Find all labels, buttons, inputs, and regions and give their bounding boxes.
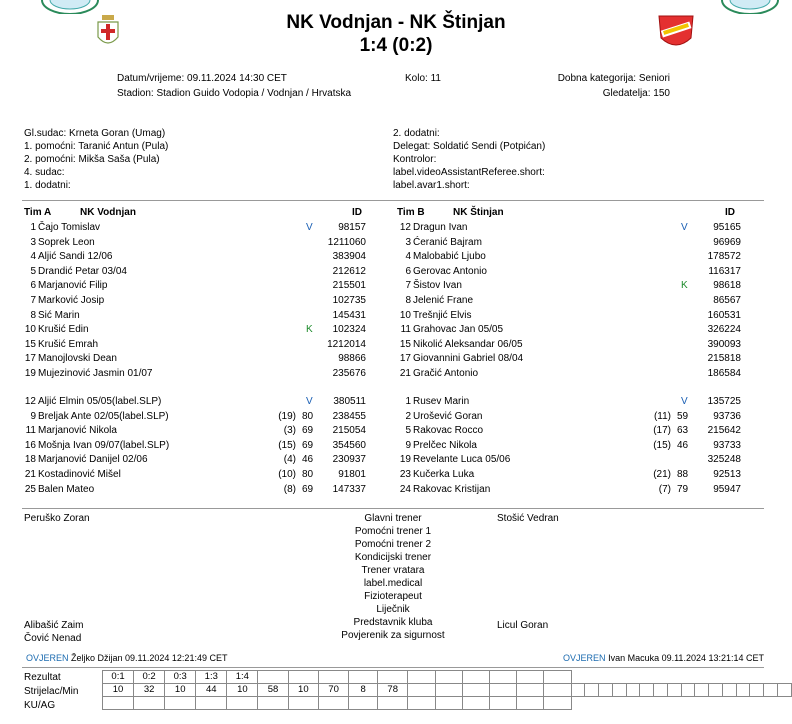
- player-name: Kostadinović Mišel: [38, 469, 121, 480]
- player-row: [16, 309, 376, 323]
- player-name: Giovannini Gabriel 08/04: [413, 353, 524, 365]
- substitute-row: [391, 453, 751, 467]
- player-row: [391, 294, 751, 308]
- substitution-minute: 69: [302, 425, 314, 437]
- player-name: Dragun Ivan: [413, 222, 468, 233]
- player-id: 178572: [707, 251, 741, 263]
- player-id: 86567: [713, 295, 741, 306]
- goal-minute: 70: [318, 684, 348, 697]
- player-row: [391, 236, 751, 250]
- player-id: 354560: [332, 439, 366, 451]
- substitute-row: [391, 439, 751, 453]
- goal-minute: 44: [196, 684, 227, 697]
- player-number: 8: [30, 309, 36, 321]
- scorer-number: [654, 684, 668, 697]
- player-id: 380511: [333, 396, 366, 407]
- team-b-id-header: ID: [725, 207, 735, 218]
- goal-minute: [695, 684, 709, 697]
- match-title: NK Vodnjan - NK Štinjan: [286, 12, 506, 33]
- player-name: Gerovac Antonio: [413, 265, 487, 277]
- team-b-header: [397, 206, 767, 220]
- substitute-row: [391, 395, 751, 409]
- player-id: 98866: [338, 353, 366, 365]
- card-cell: [462, 697, 489, 710]
- player-number: 25: [24, 483, 36, 495]
- verified-label: OVJEREN: [26, 653, 69, 663]
- player-id: 215818: [707, 353, 741, 365]
- player-row: [16, 323, 376, 337]
- card-cell: [435, 697, 462, 710]
- staff-role: Liječnik: [376, 604, 410, 615]
- player-number: 12: [24, 396, 36, 407]
- player-name: Krušić Edin: [38, 324, 89, 336]
- player-name: Trešnjić Elvis: [413, 309, 472, 321]
- official-line: label.avar1.short:: [393, 180, 470, 191]
- player-row: [16, 221, 376, 235]
- player-role-mark: V: [681, 396, 688, 407]
- staff-role: label.medical: [363, 578, 423, 589]
- staff-role: Fizioterapeut: [364, 591, 422, 602]
- card-cell: [134, 697, 165, 710]
- official-line: 1. dodatni:: [24, 180, 71, 191]
- officials-left: [24, 127, 168, 192]
- player-name: Krušić Emrah: [38, 338, 99, 350]
- substitute-row: [16, 483, 376, 497]
- player-name: Aljić Elmin 05/05(label.SLP): [38, 396, 162, 407]
- staff-role: Povjerenik za sigurnost: [341, 630, 445, 641]
- player-name: Nikolić Aleksandar 06/05: [413, 338, 523, 350]
- substitute-row: [16, 424, 376, 438]
- team-a-id-header: ID: [352, 207, 362, 218]
- player-number: 10: [24, 324, 36, 336]
- player-id: 325248: [707, 454, 741, 466]
- player-number: 8: [405, 295, 411, 306]
- result-label: Rezultat: [24, 672, 61, 683]
- score-cell: 1:3: [196, 671, 227, 684]
- player-number: 15: [24, 338, 36, 350]
- substitute-row: [391, 424, 751, 438]
- player-role-mark: K: [681, 280, 688, 292]
- substitution-minute: 88: [677, 469, 689, 480]
- player-number: 1: [405, 396, 411, 407]
- substitute-row: [16, 439, 376, 453]
- player-name: Marjanović Filip: [38, 280, 108, 292]
- team-a-label: Tim A: [24, 207, 52, 218]
- scorer-number: [681, 684, 695, 697]
- substitution-minute: 69: [302, 483, 314, 495]
- replaced-player: (3): [283, 425, 296, 437]
- verified-label: OVJEREN: [563, 653, 606, 663]
- staff-role: Kondicijski trener: [354, 552, 432, 563]
- player-number: 18: [24, 454, 36, 466]
- substitute-row: [16, 468, 376, 482]
- player-role-mark: V: [306, 222, 313, 233]
- goal-minute: [612, 684, 626, 697]
- match-score: 1:4 (0:2): [359, 35, 433, 56]
- score-cell: [318, 671, 348, 684]
- replaced-player: (4): [283, 454, 296, 466]
- player-id: 215054: [332, 425, 366, 437]
- substitute-row: [16, 410, 376, 424]
- substitute-row: [391, 483, 751, 497]
- goal-minute: [435, 684, 462, 697]
- player-number: 9: [405, 439, 411, 451]
- scorer-number: [599, 684, 613, 697]
- player-name: Rakovac Kristijan: [413, 483, 491, 495]
- player-row: [391, 250, 751, 264]
- team-a-name: NK Vodnjan: [80, 207, 136, 218]
- score-cell: 0:2: [134, 671, 165, 684]
- player-id: 1211060: [327, 236, 366, 248]
- scorer-number: [571, 684, 585, 697]
- player-id: 186584: [707, 368, 741, 379]
- match-datetime: Datum/vrijeme: 09.11.2024 14:30 CET: [117, 73, 287, 84]
- player-name: Marković Josip: [38, 295, 105, 306]
- player-role-mark: K: [306, 324, 313, 336]
- score-cell: [544, 671, 571, 684]
- player-number: 5: [405, 425, 411, 437]
- official-line: Kontrolor:: [393, 154, 437, 165]
- player-name: Mošnja Ivan 09/07(label.SLP): [38, 439, 170, 451]
- player-name: Čajo Tomislav: [38, 222, 101, 233]
- player-name: Soprek Leon: [38, 236, 95, 248]
- player-row: [16, 294, 376, 308]
- player-row: [16, 250, 376, 264]
- substitution-minute: 46: [302, 454, 314, 466]
- player-number: 2: [405, 410, 411, 422]
- scorer-number: 10: [103, 684, 134, 697]
- replaced-player: (8): [283, 483, 296, 495]
- substitute-row: [16, 395, 376, 409]
- player-id: 235676: [332, 368, 366, 379]
- player-row: [391, 279, 751, 293]
- score-cell: [435, 671, 462, 684]
- player-number: 16: [24, 439, 36, 451]
- score-cell: [517, 671, 544, 684]
- player-row: [391, 221, 751, 235]
- player-name: Jelenić Frane: [413, 295, 474, 306]
- player-id: 212612: [332, 265, 366, 277]
- card-cell: [288, 697, 318, 710]
- player-id: 102324: [332, 324, 366, 336]
- player-name: Kučerka Luka: [413, 469, 475, 480]
- player-number: 11: [25, 425, 36, 437]
- player-role-mark: V: [681, 222, 688, 233]
- replaced-player: (11): [653, 410, 671, 422]
- player-id: 96969: [713, 236, 741, 248]
- player-row: [391, 323, 751, 337]
- card-cell: [517, 697, 544, 710]
- goal-minute: [640, 684, 654, 697]
- score-cell: [349, 671, 378, 684]
- player-number: 7: [405, 280, 411, 292]
- player-number: 1: [30, 222, 36, 233]
- player-name: Prelčec Nikola: [413, 439, 477, 451]
- player-number: 23: [399, 469, 411, 480]
- scorer-number: [736, 684, 750, 697]
- player-number: 6: [405, 265, 411, 277]
- player-id: 215501: [332, 280, 366, 292]
- player-name: Ćeranić Bajram: [413, 236, 482, 248]
- match-stadium: Stadion: Stadion Guido Vodopia / Vodnjan / Hrvatska: [117, 88, 352, 99]
- replaced-player: (10): [278, 469, 296, 480]
- verification-b: [563, 652, 764, 665]
- player-name: Sić Marin: [38, 309, 80, 321]
- player-row: [391, 338, 751, 352]
- player-role-mark: V: [306, 396, 313, 407]
- replaced-player: (19): [278, 410, 296, 422]
- card-cell: [544, 697, 571, 710]
- player-name: Manojlovski Dean: [38, 353, 117, 365]
- player-name: Malobabić Ljubo: [413, 251, 486, 263]
- player-row: [16, 352, 376, 366]
- staff-role: Pomoćni trener 2: [354, 539, 432, 550]
- official-line: Gl.sudac: Krneta Goran (Umag): [24, 128, 166, 139]
- player-id: 91801: [338, 469, 366, 480]
- player-name: Urošević Goran: [413, 410, 483, 422]
- staff-role: Trener vratara: [361, 565, 425, 576]
- official-line: 1. pomoćni: Taranić Antun (Pula): [24, 141, 169, 152]
- player-row: [16, 367, 376, 381]
- official-line: 2. dodatni:: [393, 128, 440, 139]
- substitute-row: [391, 410, 751, 424]
- divider: [22, 200, 764, 201]
- player-id: 135725: [707, 396, 741, 407]
- score-cell: 1:4: [227, 671, 258, 684]
- player-number: 17: [399, 353, 411, 365]
- scorer-number: [462, 684, 489, 697]
- goal-minute: [585, 684, 599, 697]
- player-id: 230937: [332, 454, 366, 466]
- official-line: 2. pomoćni: Mikša Saša (Pula): [24, 154, 160, 165]
- scorer-number: 10: [227, 684, 258, 697]
- card-cell: [258, 697, 288, 710]
- goal-minute: [777, 684, 791, 697]
- player-name: Marjanović Nikola: [38, 425, 117, 437]
- player-id: 98157: [338, 222, 366, 233]
- cards-label: KU/AG: [24, 700, 56, 711]
- result-grid: [102, 670, 792, 710]
- player-name: Balen Mateo: [38, 483, 95, 495]
- player-row: [16, 236, 376, 250]
- scorer-number: [764, 684, 778, 697]
- player-row: [16, 279, 376, 293]
- player-id: 95165: [713, 222, 741, 233]
- card-cell: [103, 697, 134, 710]
- player-number: 21: [399, 368, 411, 379]
- player-number: 21: [24, 469, 36, 480]
- staff-role: Pomoćni trener 1: [354, 526, 432, 537]
- spectator-count: Gledatelja: 150: [602, 88, 670, 99]
- player-number: 17: [24, 353, 36, 365]
- divider: [22, 508, 764, 509]
- goal-minute: [722, 684, 736, 697]
- goal-minute: 58: [258, 684, 288, 697]
- player-name: Rusev Marin: [413, 396, 470, 407]
- scorers-label: Strijelac/Min: [24, 686, 79, 697]
- player-name: Grahovac Jan 05/05: [413, 324, 504, 336]
- player-id: 238455: [332, 410, 366, 422]
- team-b-name: NK Štinjan: [453, 207, 504, 218]
- player-name: Mujezinović Jasmin 01/07: [38, 368, 153, 379]
- player-id: 147337: [332, 483, 366, 495]
- player-name: Šistov Ivan: [413, 280, 462, 292]
- player-number: 6: [30, 280, 36, 292]
- player-name: Marjanović Danijel 02/06: [38, 454, 148, 466]
- match-round: Kolo: 11: [405, 73, 441, 84]
- card-cell: [378, 697, 408, 710]
- player-id: 145431: [332, 309, 366, 321]
- player-number: 15: [399, 338, 411, 350]
- player-number: 10: [399, 309, 411, 321]
- player-number: 12: [399, 222, 411, 233]
- verification-a-text: Željko Džijan 09.11.2024 12:21:49 CET: [71, 653, 228, 663]
- player-number: 3: [405, 236, 411, 248]
- replaced-player: (21): [653, 469, 671, 480]
- player-id: 92513: [713, 469, 741, 480]
- team-a-club-representative: Alibašić Zaim: [24, 620, 84, 631]
- player-id: 93736: [713, 410, 741, 422]
- player-id: 98618: [713, 280, 741, 292]
- replaced-player: (15): [278, 439, 296, 451]
- divider: [22, 667, 764, 668]
- substitution-minute: 46: [677, 439, 689, 451]
- player-id: 383904: [332, 251, 366, 263]
- player-name: Breljak Ante 02/05(label.SLP): [38, 410, 169, 422]
- player-number: 7: [30, 295, 36, 306]
- replaced-player: (17): [653, 425, 671, 437]
- scorer-number: [517, 684, 544, 697]
- goal-minute: [750, 684, 764, 697]
- official-line: 4. sudac:: [24, 167, 65, 178]
- player-id: 215642: [707, 425, 741, 437]
- player-id: 1212014: [327, 338, 366, 350]
- player-number: 5: [30, 265, 36, 277]
- player-number: 19: [399, 454, 411, 466]
- player-number: 3: [30, 236, 36, 248]
- score-cell: [378, 671, 408, 684]
- card-cell: [165, 697, 196, 710]
- card-cell: [227, 697, 258, 710]
- score-cell: [490, 671, 517, 684]
- staff-role: Glavni trener: [364, 513, 422, 524]
- scorer-number: [709, 684, 723, 697]
- player-number: 24: [399, 483, 411, 495]
- verification-a: [26, 652, 227, 665]
- player-id: 116317: [708, 265, 741, 277]
- team-b-head-coach: Stošić Vedran: [497, 513, 559, 524]
- scorer-number: [408, 684, 435, 697]
- player-number: 4: [30, 251, 36, 263]
- card-cell: [490, 697, 517, 710]
- score-cell: [288, 671, 318, 684]
- substitution-minute: 80: [302, 469, 314, 480]
- score-cell: 0:3: [165, 671, 196, 684]
- official-line: Delegat: Soldatić Sendi (Potpićan): [393, 141, 546, 152]
- officials-right: [393, 127, 545, 192]
- player-id: 95947: [713, 483, 741, 495]
- player-row: [16, 338, 376, 352]
- player-name: Drandić Petar 03/04: [38, 265, 127, 277]
- card-cell: [318, 697, 348, 710]
- goal-minute: [667, 684, 681, 697]
- player-name: Gračić Antonio: [413, 368, 479, 379]
- scorer-number: [626, 684, 640, 697]
- player-id: 102735: [332, 295, 366, 306]
- player-name: Revelante Luca 05/06: [413, 454, 511, 466]
- official-line: label.videoAssistantReferee.short:: [393, 167, 545, 178]
- staff-role: Predstavnik kluba: [353, 617, 433, 628]
- player-id: 160531: [707, 309, 741, 321]
- player-number: 11: [400, 324, 411, 336]
- player-number: 9: [30, 410, 36, 422]
- team-b-club-representative: Licul Goran: [497, 620, 549, 631]
- score-cell: [462, 671, 489, 684]
- substitution-minute: 59: [677, 410, 689, 422]
- card-cell: [196, 697, 227, 710]
- score-cell: [258, 671, 288, 684]
- player-id: 93733: [713, 439, 741, 451]
- replaced-player: (15): [653, 439, 671, 451]
- player-id: 390093: [707, 338, 741, 350]
- player-number: 19: [24, 368, 36, 379]
- team-a-header: [24, 206, 384, 220]
- player-name: Rakovac Rocco: [413, 425, 484, 437]
- team-a-head-coach: Peruško Zoran: [24, 513, 90, 524]
- scorer-number: 10: [288, 684, 318, 697]
- score-cell: [408, 671, 435, 684]
- card-cell: [349, 697, 378, 710]
- scorer-number: 10: [165, 684, 196, 697]
- score-cell: 0:1: [103, 671, 134, 684]
- age-category: Dobna kategorija: Seniori: [557, 73, 670, 84]
- player-number: 4: [405, 251, 411, 263]
- goal-minute: 32: [134, 684, 165, 697]
- verification-b-text: Ivan Macuka 09.11.2024 13:21:14 CET: [608, 653, 764, 663]
- player-name: Aljić Sandi 12/06: [38, 251, 113, 263]
- goal-minute: [490, 684, 517, 697]
- goal-minute: [544, 684, 571, 697]
- substitution-minute: 63: [677, 425, 689, 437]
- player-row: [391, 367, 751, 381]
- player-row: [391, 352, 751, 366]
- player-id: 326224: [707, 324, 741, 336]
- team-b-label: Tim B: [397, 207, 425, 218]
- substitute-row: [16, 453, 376, 467]
- team-a-security-officer: Čović Nenad: [24, 633, 82, 644]
- substitution-minute: 69: [302, 439, 314, 451]
- substitution-minute: 79: [677, 483, 689, 495]
- card-cell: [408, 697, 435, 710]
- replaced-player: (7): [658, 483, 671, 495]
- staff-roles: [300, 512, 486, 642]
- player-row: [391, 265, 751, 279]
- player-row: [16, 265, 376, 279]
- player-row: [391, 309, 751, 323]
- substitution-minute: 80: [302, 410, 314, 422]
- substitute-row: [391, 468, 751, 482]
- goal-minute: 78: [378, 684, 408, 697]
- scorer-number: 8: [349, 684, 378, 697]
